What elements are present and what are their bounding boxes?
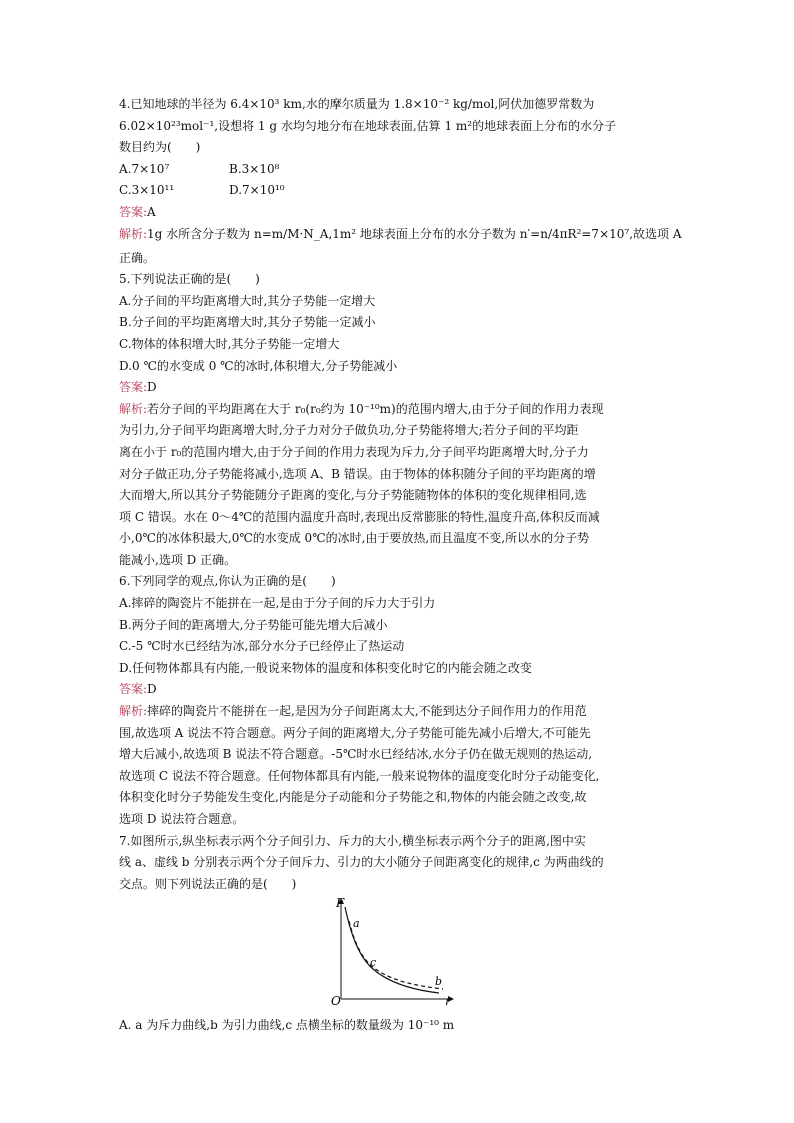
q6-analysis-line-4: 故选项 C 说法不符合题意。任何物体都具有内能,一般来说物体的温度变化时分子动能变化, (119, 768, 600, 783)
q6-analysis-line-3: 增大后减小,故选项 B 说法不符合题意。-5℃时水已经结冰,水分子仍在做无规则的热运动, (119, 747, 593, 762)
q6-option-b: B.两分子间的距离增大,分子势能可能先增大后减小 (119, 617, 388, 632)
origin-label: O (331, 994, 341, 1008)
q5-answer (119, 377, 679, 399)
point-c-label: c (370, 956, 377, 970)
q6-stem: 6.下列同学的观点,你认为正确的是( ) (119, 574, 336, 589)
y-axis-label: F (336, 896, 345, 911)
q5-option-c: C.物体的体积增大时,其分子势能一定增大 (119, 336, 340, 351)
force-curve-diagram (331, 895, 461, 1007)
q4-option-d: D.7×10¹⁰ (229, 183, 285, 198)
q6-option-d: D.任何物体都具有内能,一般说来物体的温度和体积变化时它的内能会随之改变 (119, 660, 532, 675)
analysis-label: 解析: (119, 704, 148, 719)
q4-analysis-line-1 (119, 224, 682, 248)
q5-analysis-line-5: 大而增大,所以其分子势能随分子距离的变化,与分子势能随物体的体积的变化规律相同,选 (119, 488, 587, 503)
curve-b-attractive (349, 921, 443, 989)
q7-stem-line-2: 线 a、虚线 b 分别表示两个分子间斥力、引力的大小随分子间距离变化的规律,c 为两曲线的 (119, 855, 604, 870)
answer-value: D (147, 682, 157, 697)
q4-option-a: A.7×10⁷ (119, 161, 170, 176)
q6-option-a: A.摔碎的陶瓷片不能拼在一起,是由于分子间的斥力大于引力 (119, 596, 436, 611)
analysis-label: 解析: (119, 401, 148, 416)
answer-label: 答案: (119, 682, 148, 697)
q5-option-a: A.分子间的平均距离增大时,其分子势能一定增大 (119, 293, 376, 308)
q5-analysis-line-4: 对分子做正功,分子势能将减小,选项 A、B 错误。由于物体的体积随分子间的平均距离的增 (119, 466, 596, 481)
curve-a-label: a (353, 917, 360, 931)
q4-option-c: C.3×10¹¹ (119, 183, 175, 198)
q4-options-row-1 (119, 159, 679, 181)
q5-option-b: B.分子间的平均距离增大时,其分子势能一定减小 (119, 315, 376, 330)
q5-analysis-line-7: 小,0℃的冰体积最大,0℃的水变成 0℃的冰时,由于要放热,而且温度不变,所以水的分子势 (119, 531, 590, 546)
q6-analysis-line-2: 围,故选项 A 说法不符合题意。两分子间的距离增大,分子势能可能先减小后增大,不可能先 (119, 725, 591, 740)
q6-analysis-line-1 (119, 701, 679, 723)
curve-b-label: b (435, 975, 443, 989)
q5-option-d: D.0 ℃的水变成 0 ℃的冰时,体积增大,分子势能减小 (119, 358, 398, 373)
analysis-text: 摔碎的陶瓷片不能拼在一起,是因为分子间距离太大,不能到达分子间作用力的作用范 (147, 704, 587, 719)
q4-answer (119, 202, 679, 224)
q7-stem-line-1: 7.如图所示,纵坐标表示两个分子间引力、斥力的大小,横坐标表示两个分子的距离,图中实 (119, 833, 586, 848)
q6-analysis-line-6: 选项 D 说法符合题意。 (119, 812, 245, 826)
analysis-text: 1g 水所含分子数为 n=m/M·N_A,1m² 地球表面上分布的水分子数为 n′=n/4πR²=7×10⁷,故选项 A (147, 226, 682, 241)
q7-option-a: A. a 为斥力曲线,b 为引力曲线,c 点横坐标的数量级为 10⁻¹⁰ m (119, 1018, 455, 1033)
analysis-text: 若分子间的平均距离在大于 r₀(r₀约为 10⁻¹⁰m)的范围内增大,由于分子间的作用力表现 (147, 401, 604, 416)
document-page (119, 94, 682, 1037)
answer-value: A (147, 204, 156, 219)
question-7 (119, 831, 679, 1037)
q4-analysis-line-2: 正确。 (119, 250, 156, 265)
q4-option-b: B.3×10⁸ (229, 161, 280, 176)
analysis-label: 解析: (119, 226, 148, 241)
q4-stem-line-3: 数目约为( ) (119, 140, 201, 155)
q5-analysis-line-6: 项 C 错误。水在 0～4℃的范围内温度升高时,表现出反常膨胀的特性,温度升高,体积反而减 (119, 509, 600, 524)
answer-label: 答案: (119, 380, 148, 395)
force-distance-figure (119, 895, 679, 1015)
answer-value: D (147, 380, 157, 395)
q4-stem-line-2: 6.02×10²³mol⁻¹,设想将 1 g 水均匀地分布在地球表面,估算 1 m²的地球表面上分布的水分子 (119, 118, 617, 133)
q6-answer (119, 679, 679, 701)
q5-analysis-line-3: 离在小于 r₀的范围内增大,由于分子间的作用力表现为斥力,分子间平均距离增大时,分子力 (119, 444, 589, 459)
answer-label: 答案: (119, 204, 148, 219)
q4-options-row-2 (119, 180, 679, 202)
q5-analysis-line-1 (119, 399, 679, 421)
q4-stem-line-1: 4.已知地球的半径为 6.4×10³ km,水的摩尔质量为 1.8×10⁻² kg/mol,阿伏加德罗常数为 (119, 97, 595, 111)
question-5 (119, 269, 679, 571)
q6-analysis-line-5: 体积变化时分子势能发生变化,内能是分子动能和分子势能之和,物体的内能会随之改变,故 (119, 790, 587, 805)
q6-option-c: C.-5 ℃时水已经结为冰,部分水分子已经停止了热运动 (119, 639, 405, 654)
question-6 (119, 571, 679, 830)
q7-stem-line-3: 交点。则下列说法正确的是( ) (119, 876, 297, 891)
x-axis-label: r (445, 994, 451, 1008)
q5-stem: 5.下列说法正确的是( ) (119, 272, 260, 287)
question-4 (119, 94, 682, 269)
q5-analysis-line-2: 为引力,分子间平均距离增大时,分子力对分子做负功,分子势能将增大;若分子间的平均距 (119, 423, 579, 438)
q5-analysis-line-8: 能减小,选项 D 正确。 (119, 552, 237, 567)
